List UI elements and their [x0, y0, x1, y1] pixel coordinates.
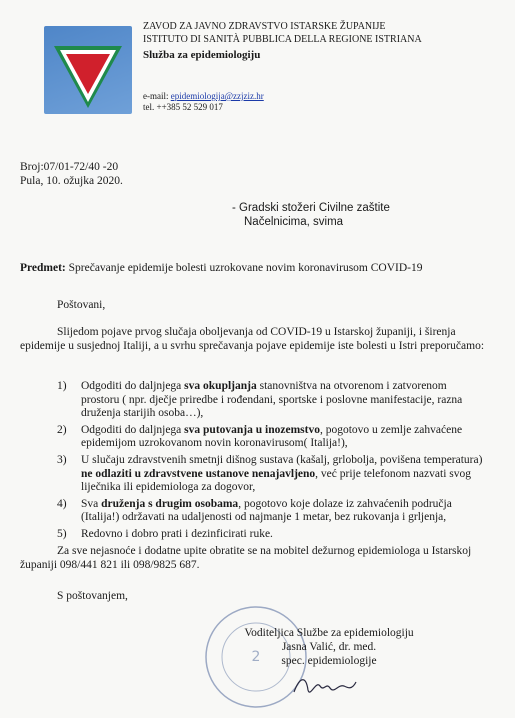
list-item: 5) Redovno i dobro prati i dezinficirati ruke.: [57, 527, 273, 540]
closing-rest: županiji 098/441 821 ili 098/9825 687.: [20, 559, 200, 571]
list-item: 1) Odgoditi do daljnjega sva okupljanja stanovništva na otvorenom i zatvorenom prostoru ( npr. dječje priredbe i rođendani, sportske i poslovne manifestacije, razna druženja starijih osoba…),: [57, 380, 463, 420]
triangle-logo-icon: [44, 26, 132, 114]
closing-paragraph: [20, 544, 490, 572]
recipient-line-2: Načelnicima, svima: [244, 216, 344, 228]
email-link[interactable]: epidemiologija@zzjziz.hr: [170, 91, 264, 101]
place-date: Pula, 10. ožujka 2020.: [20, 175, 123, 187]
phone-number: tel. ++385 52 529 017: [143, 102, 223, 112]
svg-text:2: 2: [251, 649, 261, 665]
signatory-title: Voditeljica Službe za epidemiologiju: [244, 627, 414, 639]
institute-header: [143, 20, 422, 62]
recipient-line-1: - Gradski stožeri Civilne zaštite: [232, 202, 390, 214]
intro-rest: epidemije u susjednoj Italiji, a u svrhu sprečavanja pojave epidemije iste bolesti u Istri preporučamo:: [20, 340, 485, 352]
subject-label: Predmet:: [20, 262, 66, 274]
handwritten-signature: [290, 672, 360, 700]
signatory-specialty: spec. epidemiologije: [281, 655, 377, 667]
recipient-block: [232, 201, 390, 229]
signatory-name: Jasna Valić, dr. med.: [281, 641, 377, 653]
regards: S poštovanjem,: [57, 590, 128, 602]
recommendations-list: [57, 380, 487, 545]
list-item: 4) Sva druženja s drugim osobama, pogotovo koje dolaze iz zahvaćenih područja (Italija!) održavati na udaljenosti od najmanje 1 metar, bez rukovanja i grljenja,: [57, 497, 452, 524]
intro-paragraph: [20, 325, 490, 353]
list-item: 2) Odgoditi do daljnjega sva putovanja u inozemstvo, pogotovo u zemlje zahvaćene epidemijom uzrokovanom novin koronavirusom( Italija!),: [57, 423, 463, 450]
greeting: Poštovani,: [57, 299, 106, 311]
intro-first-line: Slijedom pojave prvog slučaja oboljevanja od COVID-19 u Istarskoj županiji, i širenja: [57, 326, 456, 338]
email-label: e-mail:: [143, 91, 169, 101]
subject-line: [20, 262, 423, 274]
service-name: Služba za epidemiologiju: [143, 49, 261, 61]
list-item: 3) U slučaju zdravstvenih smetnji dišnog sustava (kašalj, grlobolja, povišena temperatura) ne odlaziti u zdravstvene ustanove nenajavljeno, već prije telefonom nazvati svog liječnika ili epidemiologa za dogovor,: [57, 453, 483, 494]
closing-first-line: Za sve nejasnoće i dodatne upite obratite se na mobitel dežurnog epidemiologa u Istarskoj: [57, 545, 472, 557]
institute-logo: [44, 26, 132, 114]
subject-text: Sprečavanje epidemije bolesti uzrokovane novim koronavirusom COVID-19: [68, 262, 423, 274]
institute-name-hr: ZAVOD ZA JAVNO ZDRAVSTVO ISTARSKE ŽUPANIJE: [143, 21, 386, 32]
document-meta: [20, 160, 123, 188]
reference-number: Broj:07/01-72/40 -20: [20, 161, 119, 173]
institute-name-it: ISTITUTO DI SANITÀ PUBBLICA DELLA REGIONE ISTRIANA: [143, 34, 422, 45]
signature-block: [214, 626, 444, 668]
contact-info: [143, 91, 264, 113]
